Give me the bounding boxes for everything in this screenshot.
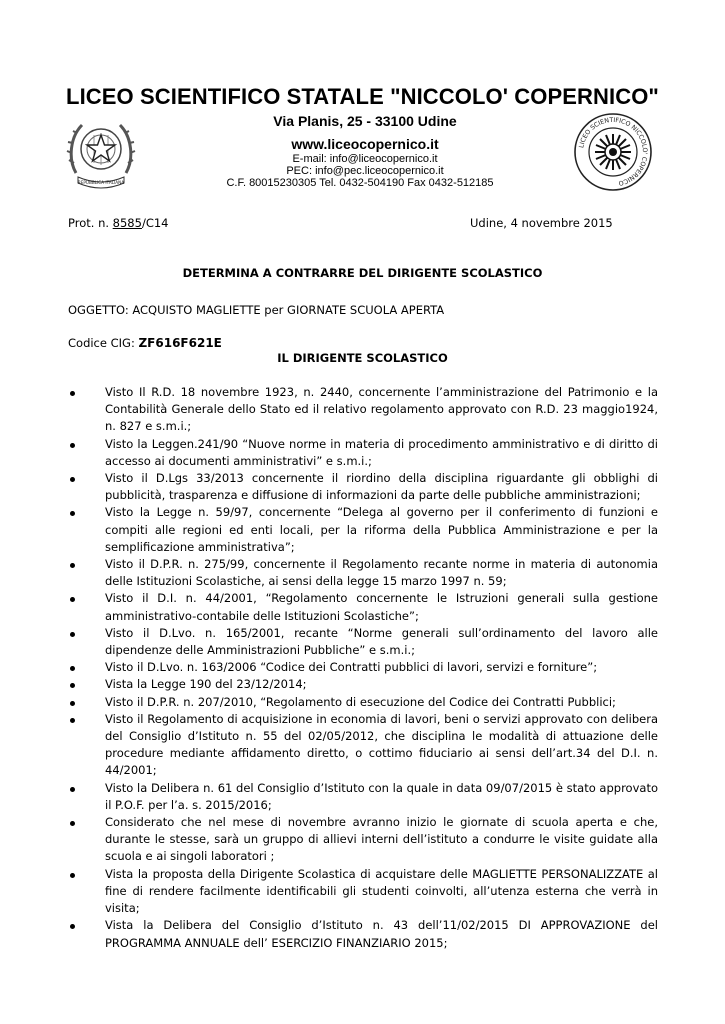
school-seal-icon bbox=[569, 112, 657, 192]
school-address: Via Planis, 25 - 33100 Udine bbox=[273, 113, 457, 129]
list-item: Visto la Leggen.241/90 “Nuove norme in materia di procedimento amministrativo e di diritto di accesso ai documenti amministrativi” e s.m.i.; bbox=[68, 436, 658, 470]
svg-text:REPUBBLICA ITALIANA: REPUBBLICA ITALIANA bbox=[77, 180, 125, 185]
list-item: Vista la proposta della Dirigente Scolastica di acquistare delle MAGLIETTE PERSONALIZZATE al fine di rendere facilmente identificabili gli studenti coinvolti, all’utenza esterna che verrà in visita; bbox=[68, 866, 658, 918]
list-item: Visto il D.I. n. 44/2001, “Regolamento concernente le Istruzioni generali sulla gestione amministrativo-contabile delle Istituzioni Scolastiche”; bbox=[68, 590, 658, 624]
recitals-list bbox=[68, 384, 658, 952]
list-item: Visto il D.Lgs 33/2013 concernente il riordino della disciplina riguardante gli obblighi di pubblicità, trasparenza e diffusione di informazioni da parte delle pubbliche amministrazioni; bbox=[68, 470, 658, 504]
list-item: Visto Il R.D. 18 novembre 1923, n. 2440, concernente l’amministrazione del Patrimonio e la Contabilità Generale dello Stato ed il relativo regolamento approvato con R.D. 23 maggio1924, n. 827 e s.m.i.; bbox=[68, 384, 658, 436]
list-item: Visto il D.P.R. n. 207/2010, “Regolamento di esecuzione del Codice dei Contratti Pubblici; bbox=[68, 694, 658, 711]
republic-emblem-icon bbox=[66, 111, 136, 191]
list-item: Visto il D.P.R. n. 275/99, concernente il Regolamento recante norme in materia di autonomia delle Istituzioni Scolastiche, ai sensi della legge 15 marzo 1997 n. 59; bbox=[68, 556, 658, 590]
svg-text:LICEO SCIENTIFICO NICCOLO' COP: LICEO SCIENTIFICO NICCOLO' COPERNICO bbox=[578, 116, 649, 187]
cig-code: Codice CIG: ZF616F621E bbox=[68, 336, 222, 350]
document-date: Udine, 4 novembre 2015 bbox=[470, 216, 613, 230]
list-item: Considerato che nel mese di novembre avranno inizio le giornate di scuola aperta e che, durante le stesse, sarà un gruppo di allievi interni dell’istituto a condurre le visite guidate alla scuola e ai singoli laboratori ; bbox=[68, 814, 658, 866]
school-email: E-mail: info@liceocopernico.it bbox=[292, 153, 438, 165]
list-item: Vista la Delibera del Consiglio d’Istituto n. 43 dell’11/02/2015 DI APPROVAZIONE del PROGRAMMA ANNUALE dell’ ESERCIZIO FINANZIARIO 2015; bbox=[68, 917, 658, 951]
school-name: LICEO SCIENTIFICO STATALE "NICCOLO' COPERNICO" bbox=[66, 84, 659, 109]
protocol-number: Prot. n. 8585/C14 bbox=[68, 216, 169, 230]
school-website: www.liceocopernico.it bbox=[291, 136, 439, 152]
list-item: Visto il D.Lvo. n. 165/2001, recante “Norme generali sull’ordinamento del lavoro alle dipendenze delle Amministrazioni Pubbliche” e s.m.i.; bbox=[68, 625, 658, 659]
section-heading: IL DIRIGENTE SCOLASTICO bbox=[277, 351, 448, 365]
subject-line: OGGETTO: ACQUISTO MAGLIETTE per GIORNATE SCUOLA APERTA bbox=[68, 303, 445, 317]
list-item: Visto la Delibera n. 61 del Consiglio d’Istituto con la quale in data 09/07/2015 è stato approvato il P.O.F. per l’a. s. 2015/2016; bbox=[68, 780, 658, 814]
list-item: Visto il D.Lvo. n. 163/2006 “Codice dei Contratti pubblici di lavori, servizi e forniture”; bbox=[68, 659, 658, 676]
document-title: DETERMINA A CONTRARRE DEL DIRIGENTE SCOLASTICO bbox=[182, 266, 543, 280]
list-item: Visto la Legge n. 59/97, concernente “Delega al governo per il conferimento di funzioni e compiti alle regioni ed enti locali, per la riforma della Pubblica Amministrazione e per la semplificazione amministrativa”; bbox=[68, 504, 658, 556]
list-item: Vista la Legge 190 del 23/12/2014; bbox=[68, 676, 658, 693]
school-pec: PEC: info@pec.liceocopernico.it bbox=[286, 165, 444, 177]
school-cf-tel-fax: C.F. 80015230305 Tel. 0432-504190 Fax 0432-512185 bbox=[226, 177, 494, 189]
list-item: Visto il Regolamento di acquisizione in economia di lavori, beni o servizi approvato con delibera del Consiglio d’Istituto n. 55 del 02/05/2012, che disciplina le modalità di attuazione delle procedure mediante affidamento diretto, o cottimo fiduciario ai sensi dell’art.34 del D.I. n. 44/2001; bbox=[68, 711, 658, 780]
